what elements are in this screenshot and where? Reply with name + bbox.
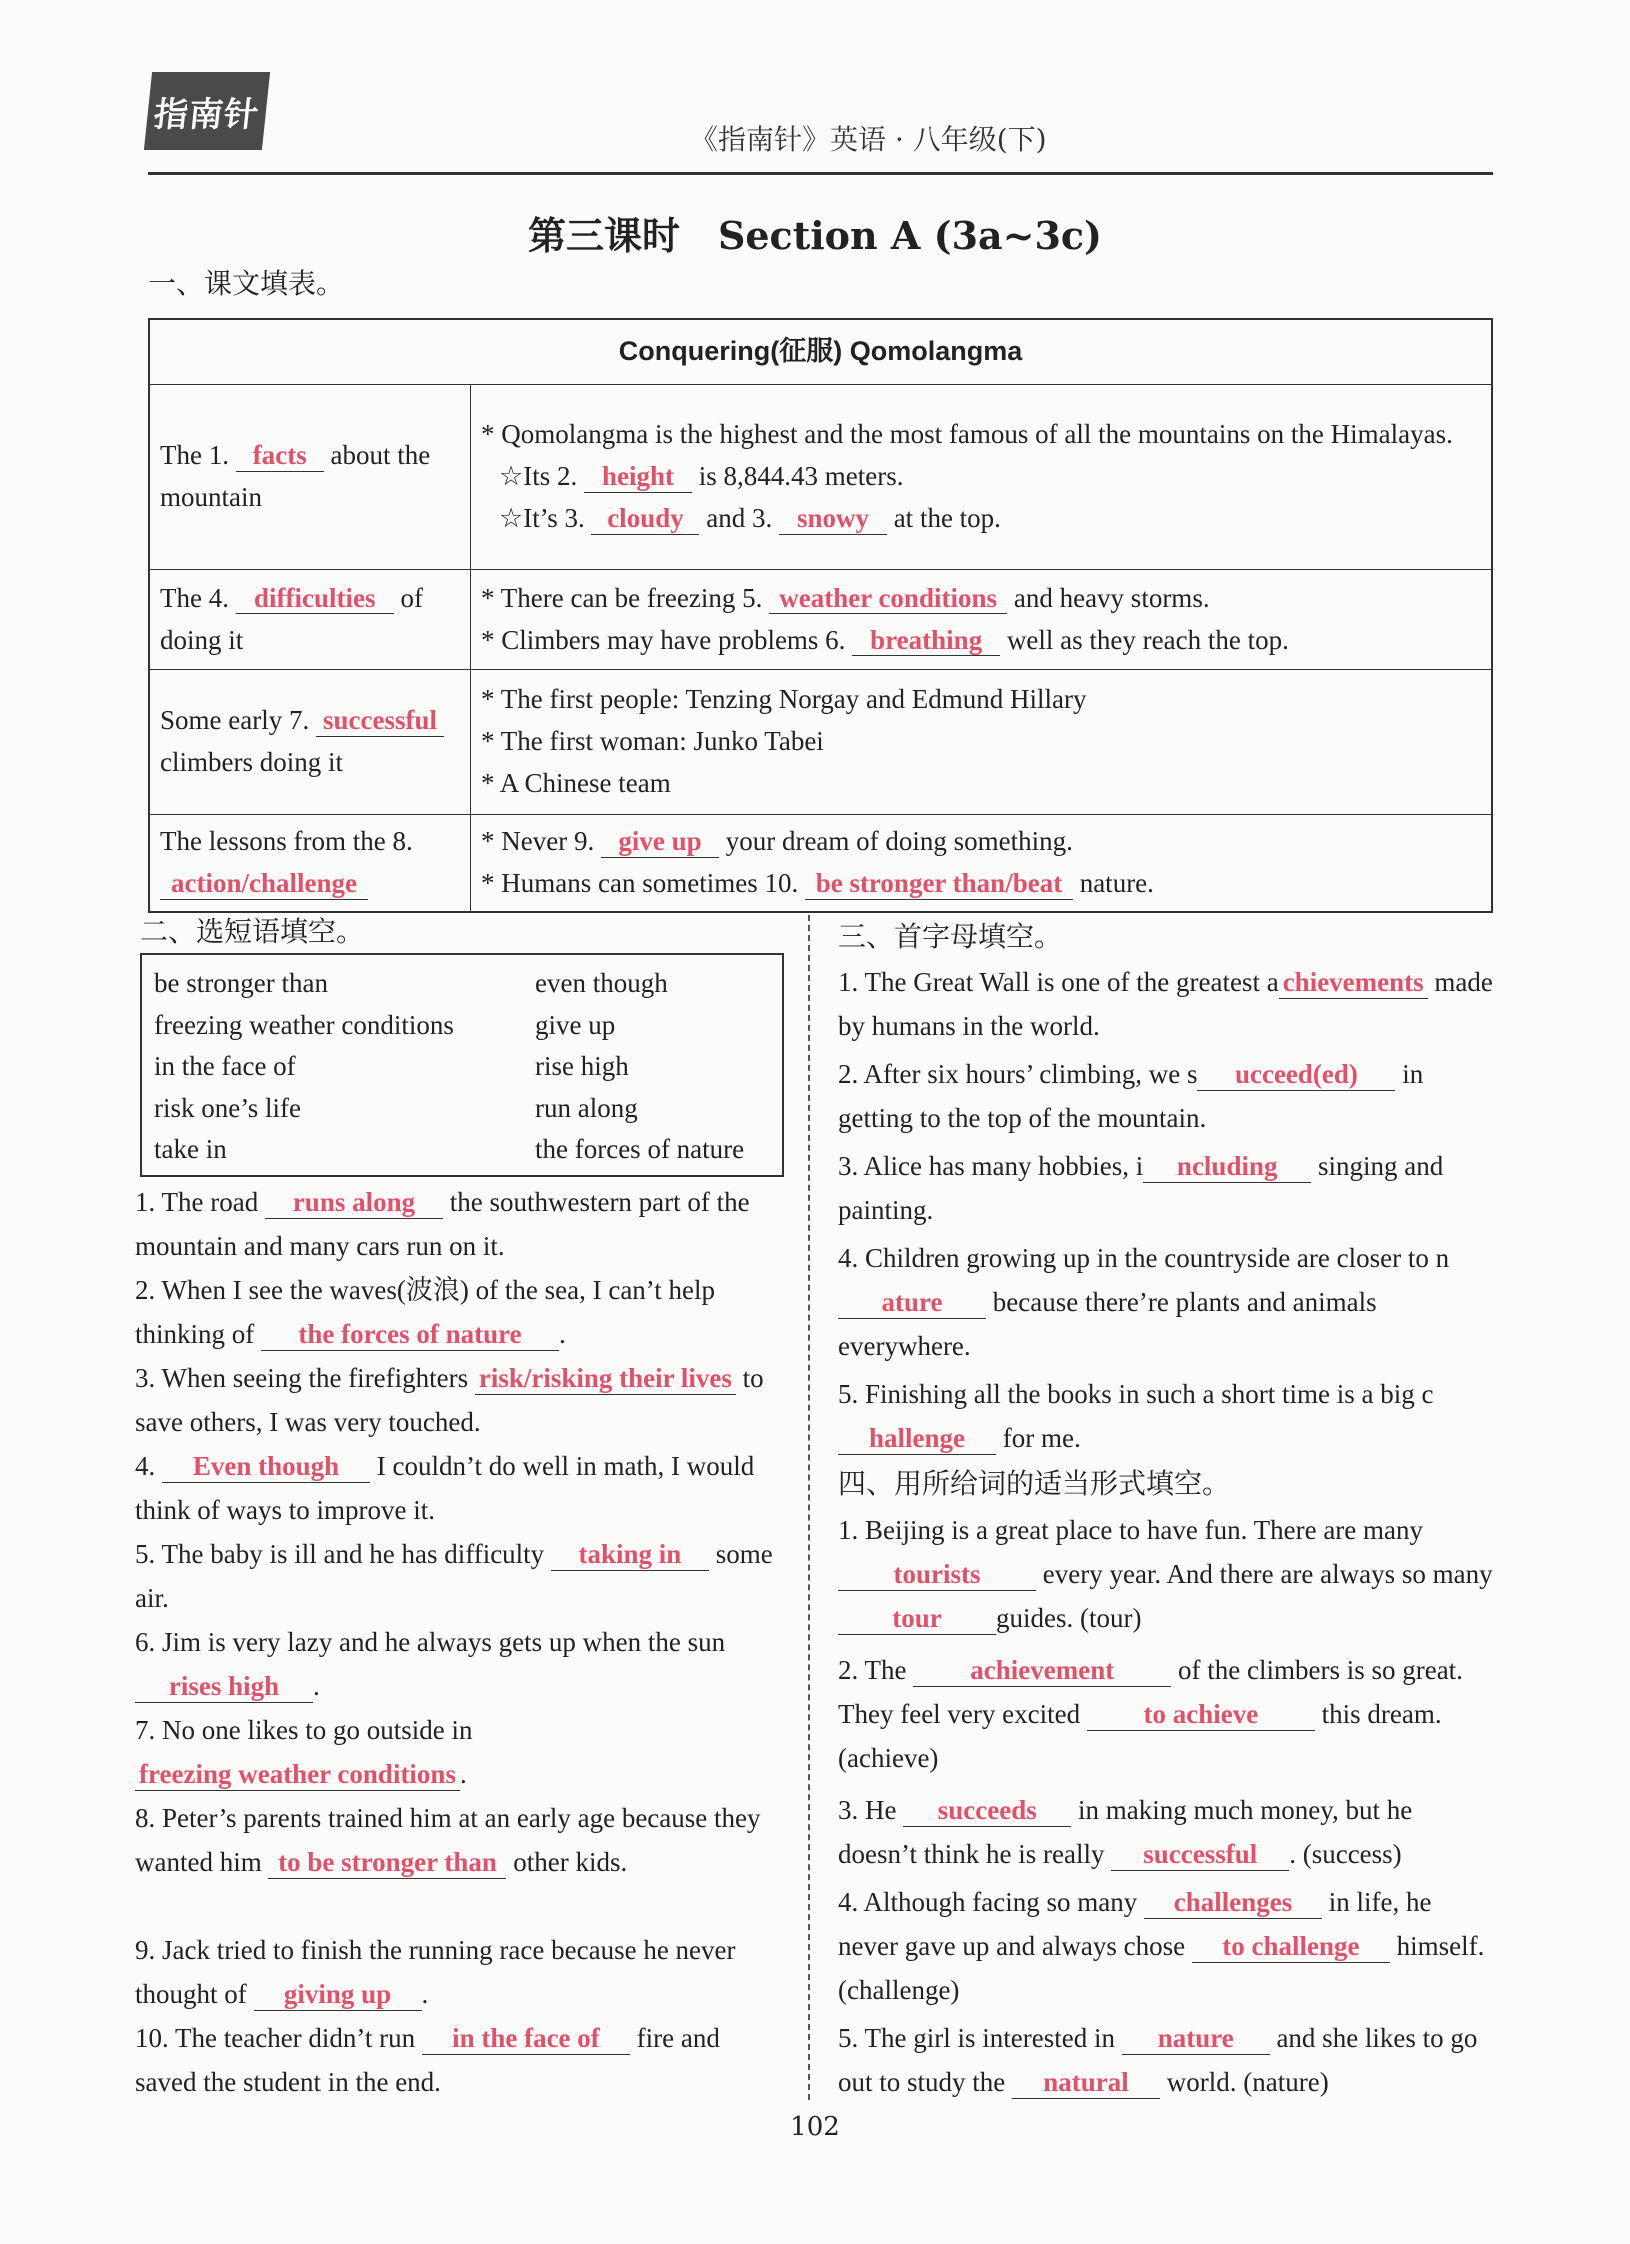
phrase-item: run along bbox=[535, 1092, 638, 1123]
answer-blank: be stronger than/beat bbox=[805, 869, 1073, 900]
question: 1. The road runs along the southwestern part of the mountain and many cars run on it. bbox=[135, 1187, 750, 1261]
phrase-box bbox=[140, 953, 784, 1177]
answer-blank: taking in bbox=[551, 1540, 709, 1571]
answer-blank: weather conditions bbox=[769, 584, 1007, 615]
phrase-item: freezing weather conditions bbox=[154, 1009, 454, 1040]
answer-blank: nature bbox=[1122, 2024, 1270, 2055]
answer-blank: breathing bbox=[852, 626, 1000, 657]
phrase-item: even though bbox=[535, 968, 668, 998]
summary-table bbox=[148, 318, 1493, 913]
publisher-logo: 指南针 bbox=[144, 72, 270, 150]
page-number: 102 bbox=[790, 2112, 840, 2142]
answer-blank: tour bbox=[838, 1604, 996, 1635]
question: 5. The baby is ill and he has difficulty taking in some air. bbox=[135, 1539, 773, 1613]
question: 4. Although facing so many challenges in life, he never gave up and always chose to challenge himself. (challenge) bbox=[838, 1887, 1485, 2005]
question: 3. Alice has many hobbies, i ncluding singing and painting. bbox=[838, 1151, 1444, 1225]
question: 7. No one likes to go outside in freezing weather conditions . bbox=[135, 1715, 473, 1789]
question: 5. Finishing all the books in such a short time is a big challenge for me. bbox=[838, 1379, 1434, 1453]
answer-blank: facts bbox=[236, 441, 324, 472]
phrase-item: the forces of nature bbox=[535, 1134, 745, 1164]
table-row-content: * Qomolangma is the highest and the most famous of all the mountains on the Himalayas. ☆Its 2. height is 8,844.43 meters. ☆It’s 3. cloudy and 3. snowy at the top. bbox=[471, 385, 1493, 570]
answer-blank: Even though bbox=[162, 1452, 370, 1483]
answer-blank: hallenge bbox=[838, 1424, 996, 1455]
answer-blank: the forces of nature bbox=[261, 1320, 559, 1351]
answer-blank: height bbox=[584, 462, 692, 493]
phrase-column-left bbox=[154, 963, 454, 1171]
answer-blank: giving up bbox=[254, 1980, 422, 2011]
answer-blank: to challenge bbox=[1192, 1932, 1390, 1963]
table-row-content: * There can be freezing 5. weather conditions and heavy storms. * Climbers may have problems 6. breathing well as they reach the top. bbox=[471, 570, 1493, 670]
answer-blank: chievements bbox=[1279, 968, 1428, 999]
phrase-item: be stronger than bbox=[154, 968, 328, 998]
question: 2. When I see the waves(波浪) of the sea, I can’t help thinking of the forces of nature . bbox=[135, 1275, 716, 1349]
answer-blank: in the face of bbox=[422, 2024, 630, 2055]
question: 1. Beijing is a great place to have fun. There are many tourists every year. And there are always so many tour guides. (tour) bbox=[838, 1515, 1493, 1633]
question: 1. The Great Wall is one of the greatest a chievements made by humans in the world. bbox=[838, 967, 1493, 1041]
answer-blank: difficulties bbox=[236, 584, 394, 615]
table-title: Conquering(征服) Qomolangma bbox=[149, 319, 1492, 385]
running-head: 《指南针》英语 · 八年级(下) bbox=[690, 123, 1047, 156]
answer-blank: tourists bbox=[838, 1560, 1036, 1591]
answer-blank: risk/risking their lives bbox=[475, 1364, 736, 1395]
phrase-item: rise high bbox=[535, 1051, 629, 1081]
table-row-label: The lessons from the 8. action/challenge bbox=[149, 815, 471, 912]
phrase-item: risk one’s life bbox=[154, 1092, 301, 1123]
answer-blank: snowy bbox=[779, 504, 887, 535]
answer-blank: freezing weather conditions bbox=[135, 1760, 460, 1791]
answer-blank: ucceed(ed) bbox=[1197, 1060, 1395, 1091]
table-row-label: The 1. facts about the mountain bbox=[149, 385, 471, 570]
question: 9. Jack tried to finish the running race because he never thought of giving up . bbox=[135, 1935, 736, 2009]
answer-blank: to achieve bbox=[1087, 1700, 1315, 1731]
answer-blank: successful bbox=[316, 706, 444, 737]
answer-blank: successful bbox=[1111, 1840, 1289, 1871]
header-rule bbox=[148, 172, 1493, 175]
answer-blank: achievement bbox=[913, 1656, 1171, 1687]
phrase-item: in the face of bbox=[154, 1051, 296, 1081]
question: 6. Jim is very lazy and he always gets up when the sun rises high . bbox=[135, 1627, 726, 1701]
section3-heading: 三、首字母填空。 bbox=[838, 920, 1063, 953]
answer-blank: ncluding bbox=[1143, 1152, 1311, 1183]
question: 3. He succeeds in making much money, but he doesn’t think he is really successful . (success) bbox=[838, 1795, 1413, 1869]
phrase-column-right bbox=[535, 963, 744, 1171]
table-row-label: Some early 7. successful climbers doing it bbox=[149, 670, 471, 815]
question: 5. The girl is interested in nature and she likes to go out to study the natural world. (nature) bbox=[838, 2023, 1478, 2097]
phrase-item: take in bbox=[154, 1134, 227, 1164]
question: 4. Children growing up in the countryside are closer to nature because there’re plants and animals everywhere. bbox=[838, 1243, 1450, 1361]
column-divider bbox=[808, 915, 810, 2100]
answer-blank: runs along bbox=[265, 1188, 443, 1219]
section4-heading: 四、用所给词的适当形式填空。 bbox=[838, 1467, 1231, 1500]
question: 4. Even though I couldn’t do well in math, I would think of ways to improve it. bbox=[135, 1451, 755, 1525]
phrase-item: give up bbox=[535, 1009, 616, 1040]
answer-blank: action/challenge bbox=[160, 869, 368, 900]
table-row-label: The 4. difficulties of doing it bbox=[149, 570, 471, 670]
question: 2. The achievement of the climbers is so great. They feel very excited to achieve this dream. (achieve) bbox=[838, 1655, 1463, 1773]
answer-blank: ature bbox=[838, 1288, 986, 1319]
answer-blank: succeeds bbox=[903, 1796, 1071, 1827]
question: 8. Peter’s parents trained him at an early age because they wanted him to be stronger than other kids. bbox=[135, 1803, 761, 1877]
question: 10. The teacher didn’t run in the face of fire and saved the student in the end. bbox=[135, 2023, 720, 2097]
answer-blank: give up bbox=[601, 827, 719, 858]
answer-blank: cloudy bbox=[591, 504, 699, 535]
section2-heading: 二、选短语填空。 bbox=[140, 915, 365, 948]
table-row-content: * Never 9. give up your dream of doing something. * Humans can sometimes 10. be stronger than/beat nature. bbox=[471, 815, 1493, 912]
question: 3. When seeing the firefighters risk/risking their lives to save others, I was very touched. bbox=[135, 1363, 764, 1437]
lesson-title: 第三课时 Section A (3a~3c) bbox=[527, 213, 1103, 258]
section1-heading: 一、课文填表。 bbox=[148, 267, 345, 300]
answer-blank: to be stronger than bbox=[268, 1848, 506, 1879]
table-row-content: * The first people: Tenzing Norgay and Edmund Hillary * The first woman: Junko Tabei * A Chinese team bbox=[471, 670, 1493, 815]
answer-blank: natural bbox=[1012, 2068, 1160, 2099]
question: 2. After six hours’ climbing, we s ucceed(ed) in getting to the top of the mountain. bbox=[838, 1059, 1424, 1133]
answer-blank: rises high bbox=[135, 1672, 313, 1703]
answer-blank: challenges bbox=[1144, 1888, 1322, 1919]
